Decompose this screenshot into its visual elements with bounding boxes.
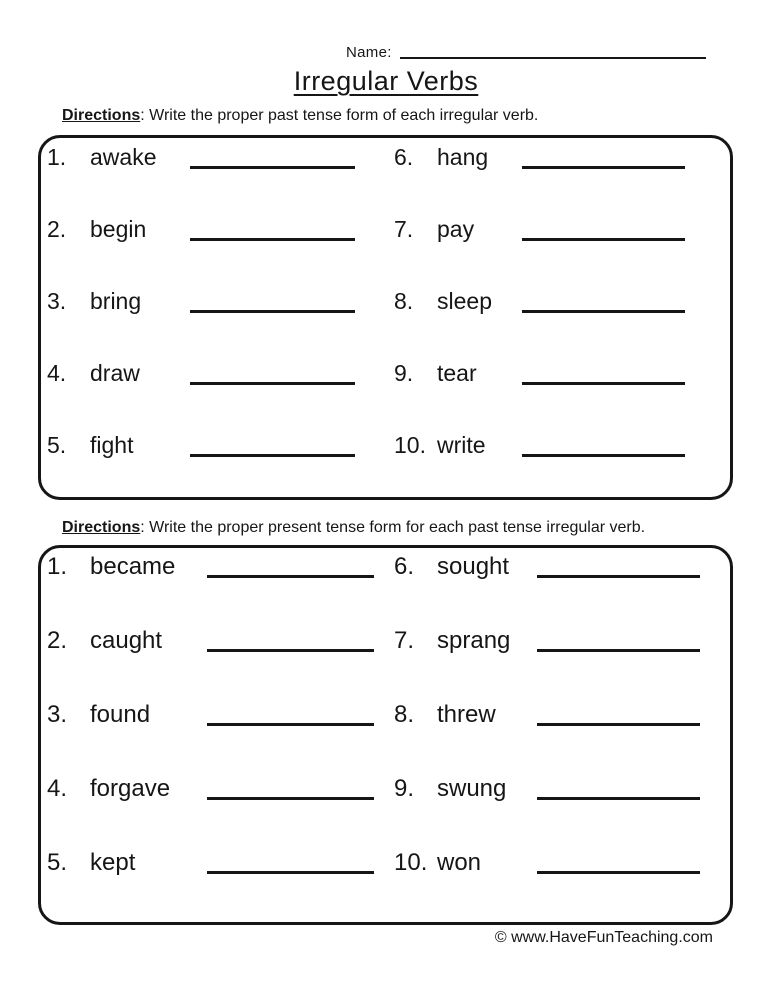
- answer-blank[interactable]: [207, 575, 374, 578]
- directions-text: : Write the proper past tense form of each irregular verb.: [140, 107, 539, 124]
- item-number: 3.: [47, 288, 67, 314]
- verb-word: swung: [437, 775, 507, 802]
- item-number: 7.: [394, 216, 414, 242]
- answer-blank[interactable]: [190, 166, 355, 169]
- verb-item-draw: [41, 360, 388, 432]
- answer-blank[interactable]: [207, 723, 374, 726]
- verb-item-begin: [41, 216, 388, 288]
- verb-item-write: [388, 432, 730, 504]
- answer-blank[interactable]: [537, 575, 700, 578]
- item-number: 2.: [47, 627, 68, 654]
- item-number: 7.: [394, 627, 415, 654]
- verb-item-found: [41, 701, 388, 775]
- verb-item-threw: [388, 701, 730, 775]
- item-number: 6.: [394, 553, 415, 580]
- verb-item-sleep: [388, 288, 730, 360]
- name-label: Name:: [346, 44, 392, 61]
- answer-blank[interactable]: [190, 310, 355, 313]
- answer-blank[interactable]: [207, 871, 374, 874]
- verb-word: pay: [437, 216, 475, 242]
- item-number: 6.: [394, 144, 414, 170]
- item-number: 8.: [394, 288, 414, 314]
- verb-item-bring: [41, 288, 388, 360]
- answer-blank[interactable]: [207, 797, 374, 800]
- verb-word: caught: [90, 627, 163, 654]
- verb-word: fight: [90, 432, 134, 458]
- verb-word: sleep: [437, 288, 492, 314]
- verb-word: kept: [90, 849, 136, 876]
- directions-present-tense: [62, 519, 742, 537]
- present-tense-right-column: [388, 548, 730, 923]
- page-title: Irregular Verbs: [293, 66, 479, 96]
- verb-word: threw: [437, 701, 496, 728]
- answer-blank[interactable]: [537, 797, 700, 800]
- verb-item-sprang: [388, 627, 730, 701]
- directions-past-tense: [62, 107, 742, 125]
- verb-word: tear: [437, 360, 477, 386]
- verb-item-pay: [388, 216, 730, 288]
- answer-blank[interactable]: [190, 238, 355, 241]
- verb-item-swung: [388, 775, 730, 849]
- verb-word: awake: [90, 144, 157, 170]
- verb-word: hang: [437, 144, 489, 170]
- item-number: 5.: [47, 432, 67, 458]
- verb-word: begin: [90, 216, 147, 242]
- verb-item-fight: [41, 432, 388, 504]
- directions-label: Directions: [62, 519, 141, 536]
- verb-item-forgave: [41, 775, 388, 849]
- item-number: 4.: [47, 775, 68, 802]
- answer-blank[interactable]: [207, 649, 374, 652]
- item-number: 2.: [47, 216, 67, 242]
- answer-blank[interactable]: [522, 310, 685, 313]
- answer-blank[interactable]: [537, 723, 700, 726]
- verb-word: bring: [90, 288, 142, 314]
- item-number: 4.: [47, 360, 67, 386]
- verb-item-became: [41, 553, 388, 627]
- verb-item-kept: [41, 849, 388, 923]
- answer-blank[interactable]: [522, 166, 685, 169]
- verb-word: became: [90, 553, 176, 580]
- item-number: 8.: [394, 701, 415, 728]
- item-number: 10.: [394, 432, 426, 458]
- verb-word: won: [437, 849, 482, 876]
- directions-label: Directions: [62, 107, 141, 124]
- item-number: 1.: [47, 553, 68, 580]
- answer-blank[interactable]: [537, 871, 700, 874]
- answer-blank[interactable]: [190, 382, 355, 385]
- verb-item-tear: [388, 360, 730, 432]
- verb-word: write: [437, 432, 486, 458]
- verb-word: found: [90, 701, 151, 728]
- verb-item-won: [388, 849, 730, 923]
- past-tense-left-column: [41, 138, 388, 504]
- present-tense-box: [38, 545, 733, 925]
- verb-word: sought: [437, 553, 510, 580]
- answer-blank[interactable]: [522, 382, 685, 385]
- item-number: 1.: [47, 144, 67, 170]
- answer-blank[interactable]: [522, 454, 685, 457]
- name-fill-line[interactable]: [400, 57, 706, 59]
- verb-item-sought: [388, 553, 730, 627]
- item-number: 9.: [394, 775, 415, 802]
- past-tense-right-column: [388, 138, 730, 504]
- present-tense-left-column: [41, 548, 388, 923]
- verb-item-awake: [41, 144, 388, 216]
- verb-item-caught: [41, 627, 388, 701]
- verb-word: sprang: [437, 627, 511, 654]
- verb-item-hang: [388, 144, 730, 216]
- past-tense-box: [38, 135, 733, 500]
- item-number: 9.: [394, 360, 414, 386]
- answer-blank[interactable]: [537, 649, 700, 652]
- verb-word: draw: [90, 360, 140, 386]
- answer-blank[interactable]: [190, 454, 355, 457]
- verb-word: forgave: [90, 775, 171, 802]
- directions-text: : Write the proper present tense form for each past tense irregular verb.: [140, 519, 646, 536]
- item-number: 3.: [47, 701, 68, 728]
- copyright-credit: © www.HaveFunTeaching.com: [494, 929, 713, 946]
- name-field-row: [346, 44, 706, 61]
- item-number: 10.: [394, 849, 428, 876]
- answer-blank[interactable]: [522, 238, 685, 241]
- item-number: 5.: [47, 849, 68, 876]
